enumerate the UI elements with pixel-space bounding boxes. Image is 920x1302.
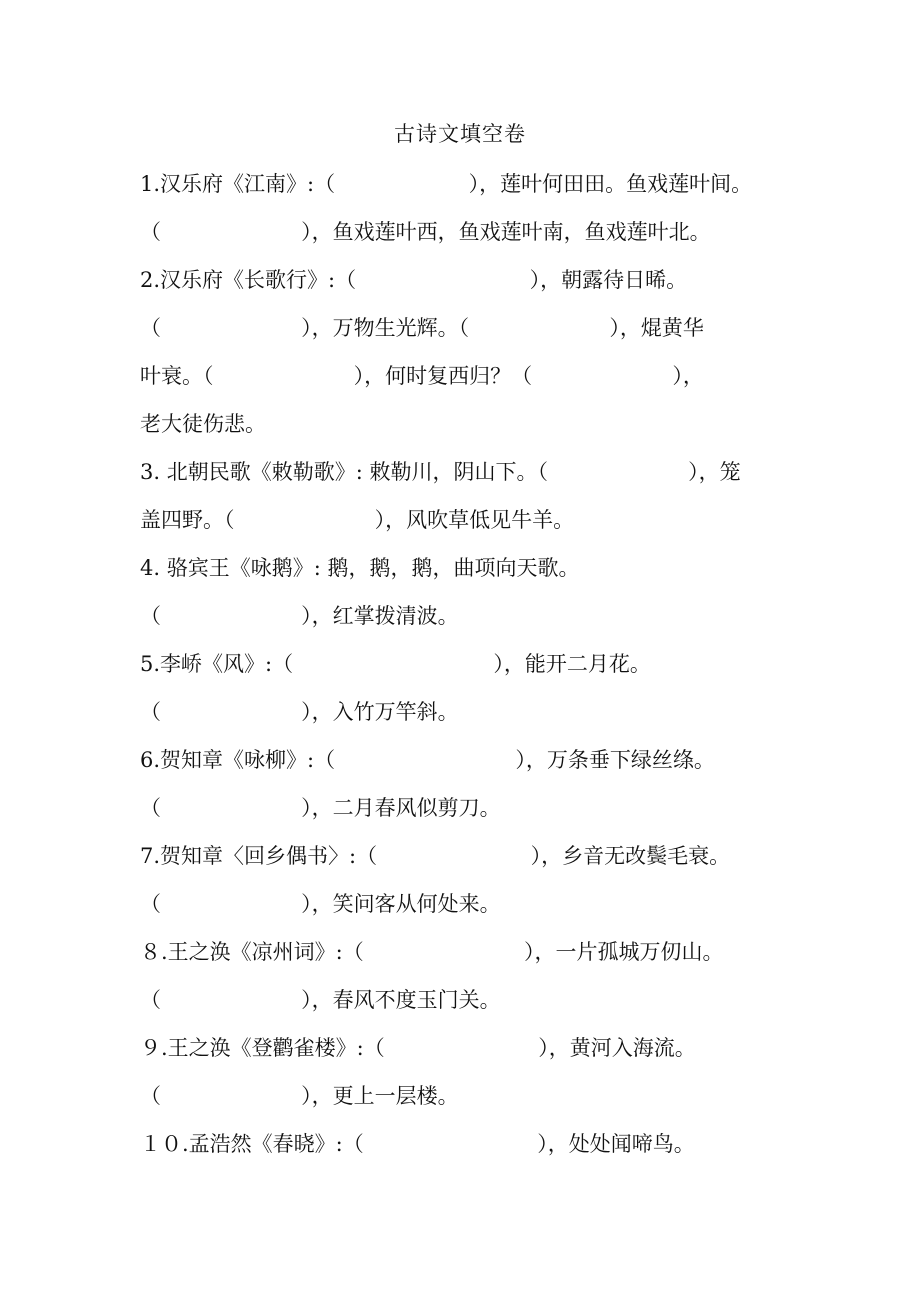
text-line-18: （ ），春风不度玉门关。 xyxy=(140,988,501,1012)
text-line-11: 5.李峤《风》:（ ），能开二月花。 xyxy=(140,652,651,676)
text-line-7: 3. 北朝民歌《敕勒歌》: 敕勒川，阴山下。（ ），笼 xyxy=(140,460,741,484)
text-line-20: （ ），更上一层楼。 xyxy=(140,1084,459,1108)
text-line-17: ８.王之涣《凉州词》:（ ），一片孤城万仞山。 xyxy=(140,940,724,964)
text-line-14: （ ），二月春风似剪刀。 xyxy=(140,796,501,820)
text-line-10: （ ），红掌拨清波。 xyxy=(140,604,459,628)
text-line-15: 7.贺知章〈回乡偶书〉:（ ），乡音无改鬓毛衰。 xyxy=(140,844,731,868)
text-line-5: 叶衰。（ ），何时复西归？（ ）， xyxy=(140,364,704,388)
text-line-1: 1.汉乐府《江南》:（ ），莲叶何田田。鱼戏莲叶间。 xyxy=(140,172,753,196)
text-line-21: １０.孟浩然《春晓》:（ ），处处闻啼鸟。 xyxy=(140,1132,695,1156)
text-line-19: ９.王之涣《登鹳雀楼》:（ ），黄河入海流。 xyxy=(140,1036,696,1060)
text-line-4: （ ），万物生光辉。（ ），焜黄华 xyxy=(140,316,704,340)
text-line-8: 盖四野。（ ），风吹草低见牛羊。 xyxy=(140,508,575,532)
text-line-16: （ ），笑问客从何处来。 xyxy=(140,892,501,916)
text-line-6: 老大徒伤悲。 xyxy=(140,412,266,436)
text-line-12: （ ），入竹万竿斜。 xyxy=(140,700,459,724)
text-line-9: 4. 骆宾王《咏鹅》: 鹅，鹅，鹅，曲项向天歌。 xyxy=(140,556,580,580)
text-line-2: （ ），鱼戏莲叶西，鱼戏莲叶南，鱼戏莲叶北。 xyxy=(140,220,711,244)
text-line-3: 2.汉乐府《长歌行》:（ ），朝露待日晞。 xyxy=(140,268,688,292)
text-line-13: 6.贺知章《咏柳》:（ ），万条垂下绿丝绦。 xyxy=(140,748,715,772)
page-title: 古诗文填空卷 xyxy=(394,122,526,146)
